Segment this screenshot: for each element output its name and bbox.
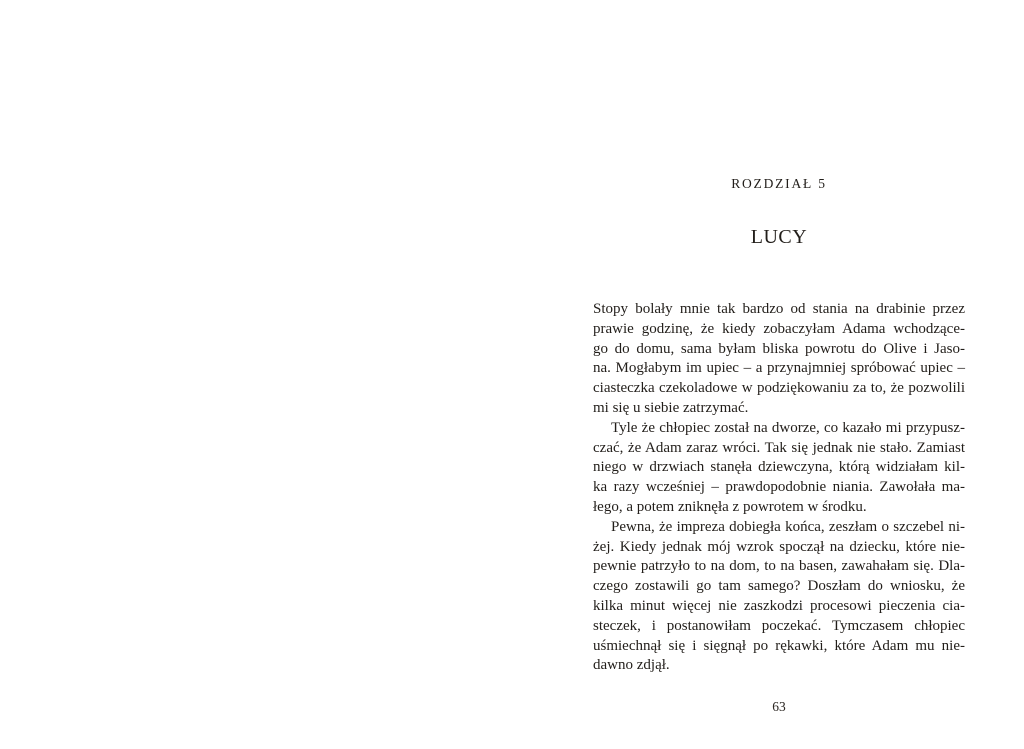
text-line: łego, a potem zniknęła z powrotem w środku. bbox=[593, 498, 867, 515]
text-line: niego w drzwiach stanęła dziewczyna, którą widziałam kil- bbox=[593, 459, 965, 476]
text-line: ka razy wcześniej – prawdopodobnie niania. Zawołała ma- bbox=[593, 479, 965, 496]
text-line: czego zostawili go tam samego? Doszłam do wniosku, że bbox=[593, 578, 965, 595]
page-number: 63 bbox=[772, 699, 786, 714]
text-line: pewnie patrzyło to na dom, to na basen, zawahałam się. Dla- bbox=[593, 558, 965, 575]
text-line: prawie godzinę, że kiedy zobaczyłam Adama wchodzące- bbox=[593, 320, 965, 337]
body-text bbox=[593, 300, 965, 676]
text-line: żej. Kiedy jednak mój wzrok spoczął na dziecku, które nie- bbox=[593, 538, 965, 555]
page-text-column bbox=[593, 0, 965, 749]
chapter-title: LUCY bbox=[750, 226, 808, 248]
text-line: kilka minut więcej nie zaszkodzi procesowi pieczenia cia- bbox=[593, 597, 965, 614]
text-line: steczek, i postanowiłam poczekać. Tymczasem chłopiec bbox=[593, 617, 965, 634]
text-line: uśmiechnął się i sięgnął po rękawki, które Adam mu nie- bbox=[593, 637, 965, 654]
text-line: Stopy bolały mnie tak bardzo od stania na drabinie przez bbox=[593, 301, 965, 317]
text-line: Pewna, że impreza dobiegła końca, zeszłam o szczebel ni- bbox=[611, 518, 965, 535]
text-line: ciasteczka czekoladowe w podziękowaniu za to, że pozwolili bbox=[593, 380, 965, 397]
text-line: dawno zdjął. bbox=[593, 657, 670, 674]
text-line: czać, że Adam zaraz wróci. Tak się jednak nie stało. Zamiast bbox=[593, 439, 965, 456]
text-line: na. Mogłabym im upiec – a przynajmniej spróbować upiec – bbox=[593, 360, 965, 377]
text-line: go do domu, sama byłam bliska powrotu do Olive i Jaso- bbox=[593, 340, 965, 357]
text-line: mi się u siebie zatrzymać. bbox=[593, 399, 749, 416]
chapter-label: ROZDZIAŁ 5 bbox=[731, 176, 827, 191]
text-line: Tyle że chłopiec został na dworze, co kazało mi przypusz- bbox=[611, 419, 965, 436]
